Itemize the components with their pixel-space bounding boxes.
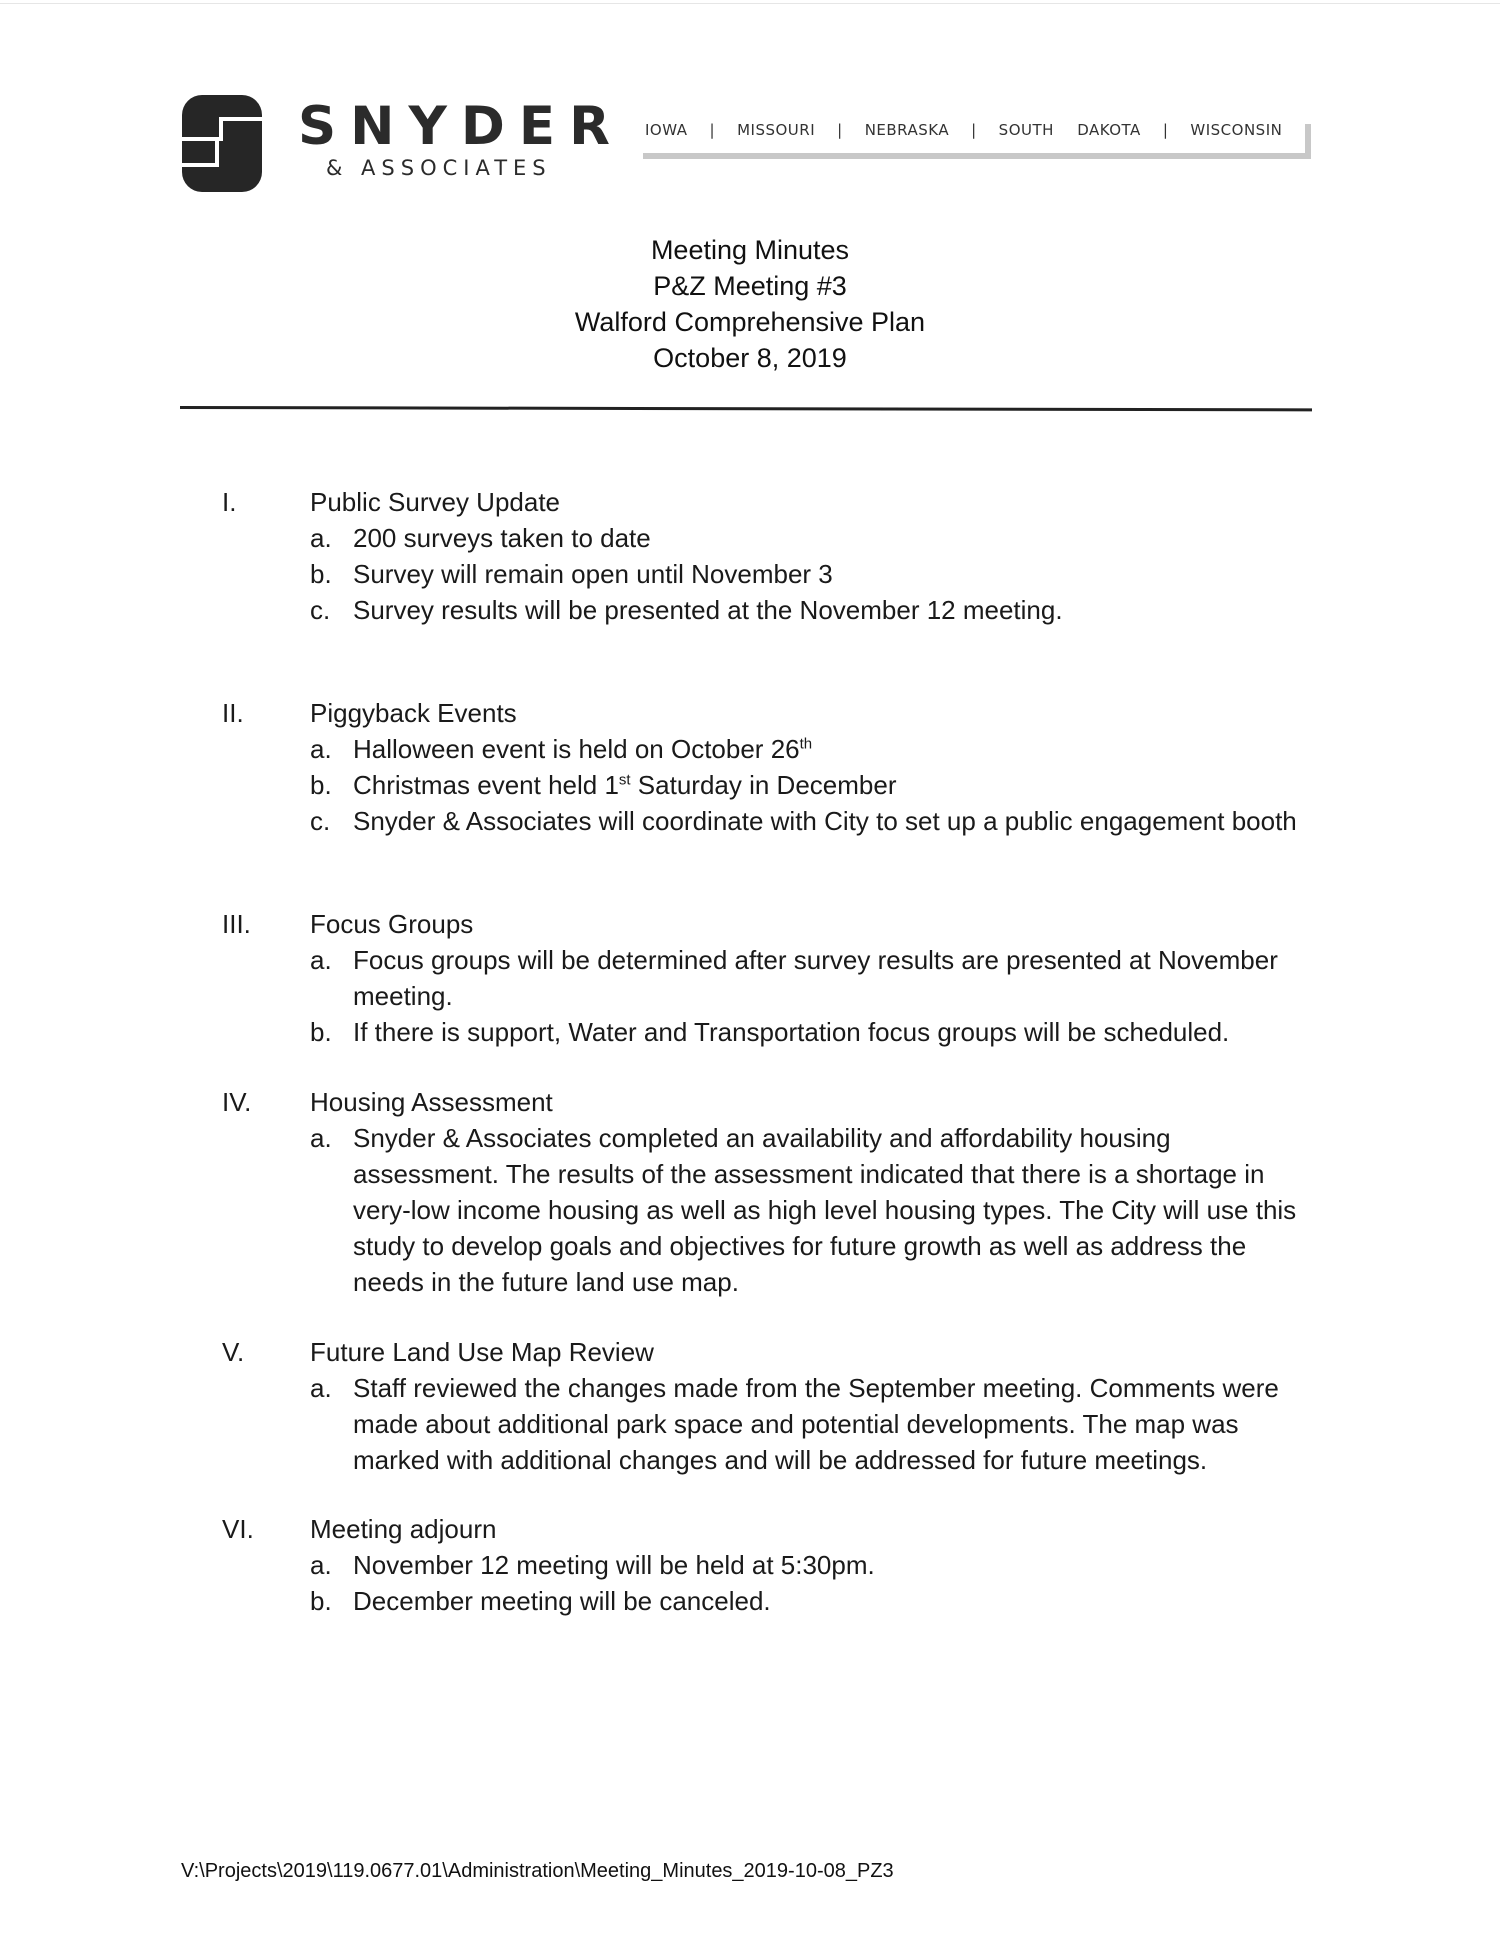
section-number: V. xyxy=(222,1337,245,1367)
state-item: MISSOURI xyxy=(737,121,816,139)
title-date: October 8, 2019 xyxy=(653,343,847,373)
list-item xyxy=(310,1014,1320,1050)
section-number: IV. xyxy=(222,1087,252,1117)
item-text: Staff reviewed the changes made from the September meeting. Comments were made about additional park space and potential developments. The map was marked with additional changes and will be addressed for future meetings. xyxy=(353,1373,1279,1475)
separator: | xyxy=(709,121,716,139)
list-item xyxy=(310,592,1320,628)
item-letter: b. xyxy=(310,1017,332,1047)
document-title xyxy=(0,232,1500,376)
company-name: SNYDER xyxy=(298,96,624,157)
section-number: I. xyxy=(222,487,237,517)
list-item xyxy=(310,803,1320,839)
separator: | xyxy=(837,121,843,139)
section-heading: Housing Assessment xyxy=(310,1087,553,1117)
item-text: Survey results will be presented at the November 12 meeting. xyxy=(353,595,1063,625)
item-text: If there is support, Water and Transportation focus groups will be scheduled. xyxy=(353,1017,1230,1047)
item-letter: a. xyxy=(310,1373,332,1403)
scan-edge xyxy=(0,3,1500,4)
title-line: Walford Comprehensive Plan xyxy=(574,307,926,337)
item-text: Saturday in December xyxy=(630,770,897,800)
item-letter: b. xyxy=(310,559,332,589)
item-letter: a. xyxy=(310,1550,332,1580)
title-line: Meeting Minutes xyxy=(650,235,850,265)
item-text: 200 surveys taken to date xyxy=(353,523,651,553)
item-letter: b. xyxy=(310,770,332,800)
item-text: Survey will remain open until November 3 xyxy=(353,559,833,589)
section-number: VI. xyxy=(222,1514,254,1544)
title-line: P&Z Meeting #3 xyxy=(653,271,847,301)
section-heading: Focus Groups xyxy=(310,909,474,939)
item-letter: c. xyxy=(310,595,331,625)
state-item: NEBRASKA xyxy=(864,121,950,139)
item-text: Focus groups will be determined after survey results are presented at November meeting. xyxy=(353,945,1278,1011)
item-letter: b. xyxy=(310,1586,332,1616)
list-item xyxy=(310,1370,1320,1478)
state-item: IOWA xyxy=(645,121,688,139)
item-letter: a. xyxy=(310,945,332,975)
ordinal-suffix: th xyxy=(799,735,813,753)
company-subtitle: & ASSOCIATES xyxy=(326,156,552,180)
states-list xyxy=(645,121,1282,139)
item-letter: c. xyxy=(310,806,331,836)
list-item xyxy=(310,1583,1320,1619)
letterhead-bar xyxy=(643,153,1311,159)
item-text: Halloween event is held on October 26 xyxy=(353,734,800,764)
list-item xyxy=(310,520,1320,556)
list-item xyxy=(310,942,1320,1014)
section-number: II. xyxy=(222,698,244,728)
item-text: December meeting will be canceled. xyxy=(353,1586,771,1616)
item-text: Snyder & Associates will coordinate with City to set up a public engagement booth xyxy=(353,806,1297,836)
snyder-logo-icon xyxy=(182,95,262,192)
section-heading: Public Survey Update xyxy=(310,487,561,517)
item-letter: a. xyxy=(310,734,332,764)
item-letter: a. xyxy=(310,1123,332,1153)
section-heading: Piggyback Events xyxy=(310,698,517,728)
separator: | xyxy=(971,121,977,139)
section-heading: Meeting adjourn xyxy=(310,1514,497,1544)
item-letter: a. xyxy=(310,523,332,553)
list-item xyxy=(310,1120,1320,1300)
section-heading: Future Land Use Map Review xyxy=(310,1337,654,1367)
letterhead-bar-end xyxy=(1305,124,1311,159)
ordinal-suffix: st xyxy=(618,771,631,789)
footer-file-path: V:\Projects\2019\119.0677.01\Administration\Meeting_Minutes_2019-10-08_PZ3 xyxy=(181,1860,894,1882)
item-text: Christmas event held 1 xyxy=(353,770,619,800)
separator: | xyxy=(1162,121,1169,139)
state-item: WISCONSIN xyxy=(1190,121,1283,139)
title-divider xyxy=(180,406,1312,411)
list-item xyxy=(310,731,1320,767)
item-text: Snyder & Associates completed an availability and affordability housing assessment. The results of the assessment indicated that there is a shortage in very-low income housing as well as high level housing types. The City will use this study to develop goals and objectives for future growth as well as address the needs in the future land use map. xyxy=(353,1123,1297,1297)
item-text: November 12 meeting will be held at 5:30pm. xyxy=(353,1550,875,1580)
list-item xyxy=(310,767,1320,803)
list-item xyxy=(310,1547,1320,1583)
state-item: SOUTH DAKOTA xyxy=(998,121,1141,139)
section-number: III. xyxy=(222,909,251,939)
list-item xyxy=(310,556,1320,592)
